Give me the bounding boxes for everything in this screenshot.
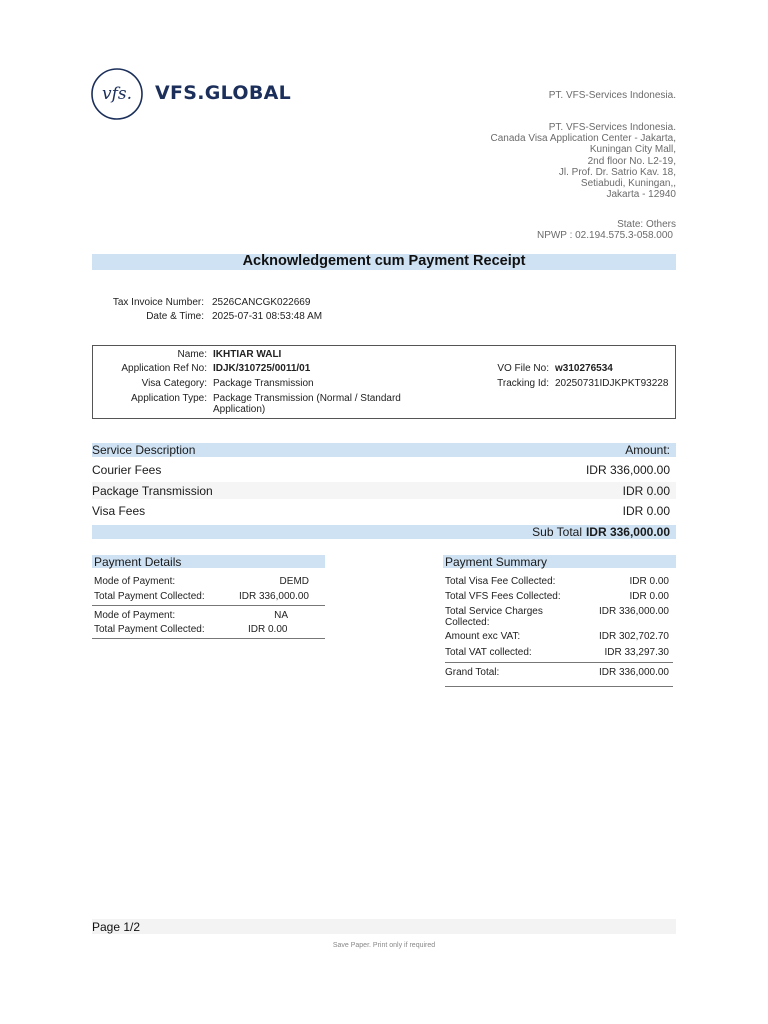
fee-amount: IDR 0.00 (622, 504, 670, 518)
payment-summary-header (443, 555, 676, 568)
title-band (92, 254, 676, 270)
summary-value: IDR 302,702.70 (598, 631, 669, 642)
date-time-label: Date & Time: (146, 311, 204, 322)
summary-value: IDR 0.00 (629, 576, 669, 587)
payment-summary-title: Payment Summary (445, 555, 548, 569)
total-payment-label: Total Payment Collected: (94, 591, 205, 602)
grand-total-label: Grand Total: (445, 667, 500, 678)
divider (445, 662, 673, 663)
sub-total-value: IDR 336,000.00 (585, 525, 670, 539)
applicant-name: IKHTIAR WALI (213, 349, 282, 360)
summary-label: Total Service Charges (445, 606, 543, 617)
address-line: Setiabudi, Kuningan,, (580, 178, 676, 190)
divider (445, 686, 673, 687)
monogram-text: vfs. (101, 84, 133, 104)
vfs-global-logo (91, 68, 292, 124)
tracking-id-value: 20250731IDJKPKT93228 (555, 378, 669, 389)
sub-total-label: Sub Total (532, 525, 582, 539)
address-line: 2nd floor No. L2-19, (587, 155, 676, 167)
address-line: Jakarta - 12940 (606, 189, 676, 201)
payment-details-header (92, 555, 325, 568)
company-tax-info (537, 219, 676, 241)
visa-category-label: Visa Category: (141, 378, 207, 389)
application-type-line1: Package Transmission (Normal / Standard (213, 393, 401, 404)
summary-value: IDR 0.00 (629, 591, 669, 602)
save-paper-note: Save Paper. Print only if required (332, 942, 436, 949)
summary-label: Total Visa Fee Collected: (445, 576, 556, 587)
mode-of-payment-label: Mode of Payment: (94, 610, 176, 621)
company-name-top: PT. VFS-Services Indonesia. (548, 90, 676, 101)
service-description-header: Service Description (92, 443, 196, 457)
summary-label-cont: Collected: (445, 617, 490, 628)
total-payment-value: IDR 336,000.00 (238, 591, 309, 602)
fee-row (92, 502, 676, 519)
fee-amount: IDR 336,000.00 (585, 463, 670, 477)
total-payment-label: Total Payment Collected: (94, 624, 205, 635)
grand-total-value: IDR 336,000.00 (598, 667, 669, 678)
divider (92, 605, 325, 606)
fee-row (92, 461, 676, 478)
state-text: State: Others (617, 219, 676, 230)
address-line: Canada Visa Application Center - Jakarta, (490, 133, 676, 145)
tracking-id-label: Tracking Id: (497, 378, 549, 389)
vo-file-label: VO File No: (497, 363, 549, 374)
vo-file-number: w310276534 (555, 363, 613, 374)
address-line: PT. VFS-Services Indonesia. (548, 122, 676, 133)
sub-total-row (92, 525, 676, 539)
tax-invoice-number: 2526CANCGK022669 (212, 297, 311, 308)
fee-table-header (92, 443, 676, 457)
payment-details-title: Payment Details (94, 555, 182, 569)
application-type-label: Application Type: (131, 393, 207, 404)
summary-value: IDR 336,000.00 (598, 606, 669, 617)
fee-description: Courier Fees (92, 463, 162, 477)
fee-amount: IDR 0.00 (622, 484, 670, 498)
vfs-monogram-icon (91, 68, 143, 120)
fee-description: Visa Fees (92, 504, 146, 518)
divider (92, 638, 325, 639)
amount-header: Amount: (625, 443, 670, 457)
date-time-value: 2025-07-31 08:53:48 AM (212, 311, 323, 322)
ref-label: Application Ref No: (121, 363, 207, 374)
name-label: Name: (177, 349, 207, 360)
summary-label: Amount exc VAT: (445, 631, 521, 642)
summary-label: Total VFS Fees Collected: (445, 591, 561, 602)
summary-value: IDR 33,297.30 (604, 647, 669, 658)
fee-row (92, 482, 676, 499)
address-line: Kuningan City Mall, (589, 144, 676, 156)
fee-description: Package Transmission (92, 484, 213, 498)
summary-label: Total VAT collected: (445, 647, 532, 658)
application-ref-no: IDJK/310725/0011/01 (213, 363, 311, 374)
tax-invoice-label: Tax Invoice Number: (112, 297, 204, 308)
page-number: Page 1/2 (92, 920, 141, 934)
visa-category-value: Package Transmission (213, 378, 314, 389)
company-address (491, 122, 676, 200)
applicant-details-box (92, 345, 676, 419)
document-title: Acknowledgement cum Payment Receipt (242, 253, 526, 269)
npwp-text: NPWP : 02.194.575.3-058.000 (536, 230, 673, 242)
total-payment-value: IDR 0.00 (248, 624, 288, 635)
footer-bar (92, 919, 676, 934)
application-type-line2: Application) (213, 404, 266, 415)
mode-of-payment-label: Mode of Payment: (94, 576, 176, 587)
mode-of-payment-value: NA (274, 610, 288, 621)
mode-of-payment-value: DEMD (279, 576, 309, 587)
address-line: Jl. Prof. Dr. Satrio Kav. 18, (558, 166, 676, 178)
brand-name: VFS.GLOBAL (155, 82, 292, 104)
